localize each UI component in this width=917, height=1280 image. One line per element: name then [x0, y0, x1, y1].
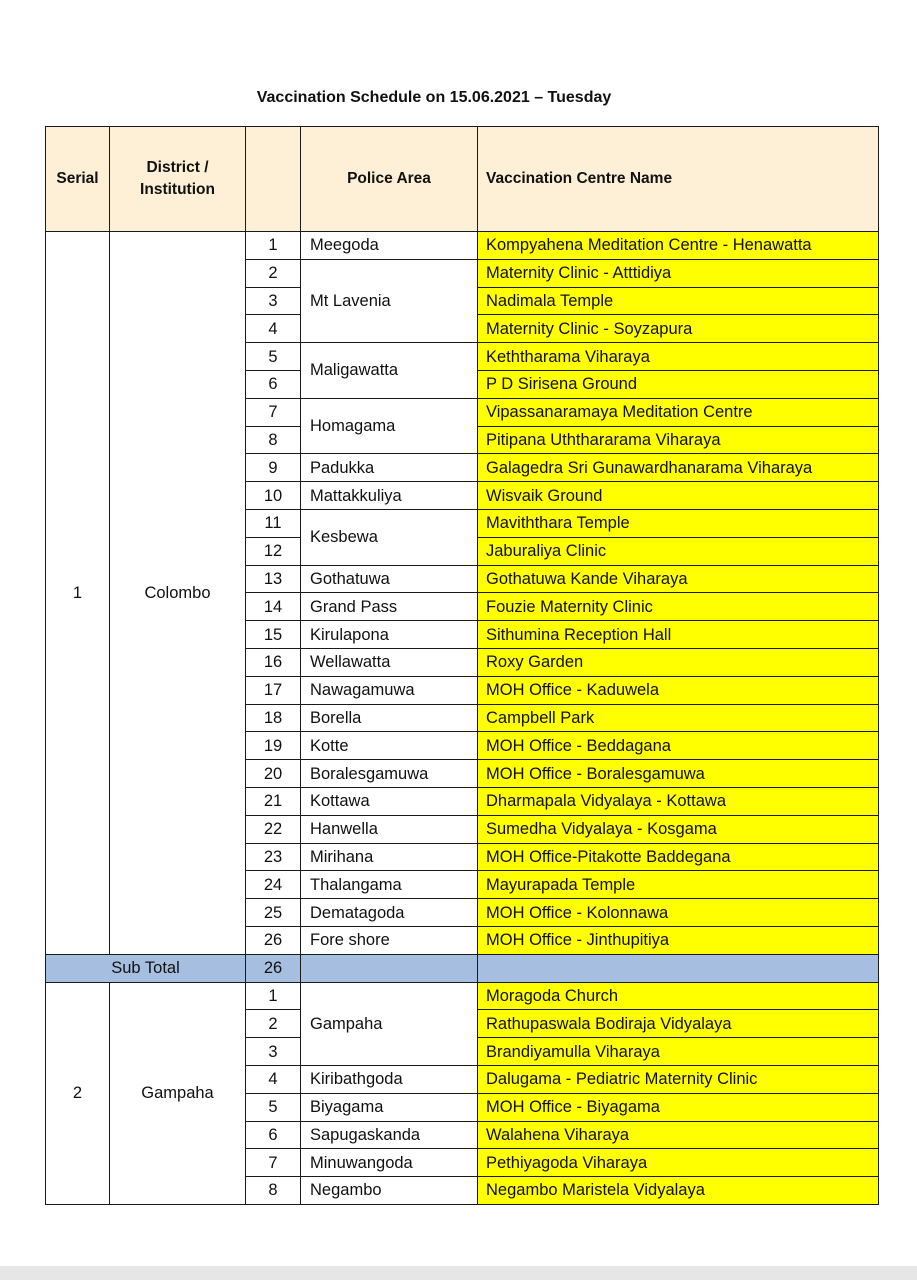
vaccination-centre-cell: Negambo Maristela Vidyalaya — [478, 1177, 879, 1205]
police-area-cell: Boralesgamuwa — [301, 760, 478, 788]
vaccination-centre-cell: Vipassanaramaya Meditation Centre — [478, 398, 879, 426]
row-number: 3 — [246, 287, 301, 315]
police-area-cell: Minuwangoda — [301, 1149, 478, 1177]
subtotal-row — [46, 954, 879, 982]
vaccination-centre-cell: Pethiyagoda Viharaya — [478, 1149, 879, 1177]
vaccination-centre-cell: MOH Office - Kaduwela — [478, 676, 879, 704]
header-district — [110, 127, 246, 232]
vaccination-centre-cell: MOH Office - Beddagana — [478, 732, 879, 760]
row-number: 11 — [246, 509, 301, 537]
row-number: 21 — [246, 787, 301, 815]
page-title: Vaccination Schedule on 15.06.2021 – Tuesday — [256, 89, 612, 106]
row-number: 9 — [246, 454, 301, 482]
vaccination-centre-cell: MOH Office - Biyagama — [478, 1093, 879, 1121]
vaccination-centre-cell: Sithumina Reception Hall — [478, 621, 879, 649]
police-area-cell: Meegoda — [301, 232, 478, 260]
vaccination-centre-cell: Nadimala Temple — [478, 287, 879, 315]
row-number: 2 — [246, 259, 301, 287]
police-area-cell: Grand Pass — [301, 593, 478, 621]
vaccination-centre-cell: Dalugama - Pediatric Maternity Clinic — [478, 1065, 879, 1093]
vaccination-centre-cell: Maviththara Temple — [478, 509, 879, 537]
police-area-cell: Nawagamuwa — [301, 676, 478, 704]
row-number: 15 — [246, 621, 301, 649]
row-number: 8 — [246, 1177, 301, 1205]
police-area-cell: Kottawa — [301, 787, 478, 815]
subtotal-empty-centre — [478, 954, 879, 982]
vaccination-centre-cell: Sumedha Vidyalaya - Kosgama — [478, 815, 879, 843]
vaccination-centre-cell: Rathupaswala Bodiraja Vidyalaya — [478, 1010, 879, 1038]
vaccination-centre-cell: Jaburaliya Clinic — [478, 537, 879, 565]
vaccination-centre-cell: Wisvaik Ground — [478, 482, 879, 510]
vaccination-centre-cell: Gothatuwa Kande Viharaya — [478, 565, 879, 593]
row-number: 5 — [246, 1093, 301, 1121]
row-number: 7 — [246, 1149, 301, 1177]
police-area-cell: Dematagoda — [301, 899, 478, 927]
subtotal-label: Sub Total — [46, 954, 246, 982]
vaccination-centre-cell: Pitipana Uththararama Viharaya — [478, 426, 879, 454]
row-number: 3 — [246, 1038, 301, 1066]
vaccination-centre-cell: Moragoda Church — [478, 982, 879, 1010]
header-police-area: Police Area — [301, 127, 478, 232]
row-number: 24 — [246, 871, 301, 899]
row-number: 10 — [246, 482, 301, 510]
subtotal-value: 26 — [246, 954, 301, 982]
schedule-table — [45, 126, 879, 1205]
police-area-cell: Borella — [301, 704, 478, 732]
vaccination-centre-cell: Dharmapala Vidyalaya - Kottawa — [478, 787, 879, 815]
row-number: 5 — [246, 343, 301, 371]
header-serial: Serial — [46, 127, 110, 232]
header-number — [246, 127, 301, 232]
row-number: 20 — [246, 760, 301, 788]
header-row — [46, 127, 879, 232]
row-number: 17 — [246, 676, 301, 704]
police-area-cell: Biyagama — [301, 1093, 478, 1121]
district-cell: Gampaha — [110, 982, 246, 1204]
police-area-cell: Thalangama — [301, 871, 478, 899]
police-area-cell: Kiribathgoda — [301, 1065, 478, 1093]
header-centre: Vaccination Centre Name — [478, 127, 879, 232]
vaccination-centre-cell: P D Sirisena Ground — [478, 370, 879, 398]
vaccination-centre-cell: Galagedra Sri Gunawardhanarama Viharaya — [478, 454, 879, 482]
vaccination-centre-cell: MOH Office - Kolonnawa — [478, 899, 879, 927]
vaccination-centre-cell: Keththarama Viharaya — [478, 343, 879, 371]
row-number: 1 — [246, 232, 301, 260]
row-number: 12 — [246, 537, 301, 565]
police-area-cell: Mattakkuliya — [301, 482, 478, 510]
serial-cell: 2 — [46, 982, 110, 1204]
row-number: 6 — [246, 1121, 301, 1149]
subtotal-empty-area — [301, 954, 478, 982]
police-area-cell: Mt Lavenia — [301, 259, 478, 342]
vaccination-centre-cell: Walahena Viharaya — [478, 1121, 879, 1149]
vaccination-centre-cell: Campbell Park — [478, 704, 879, 732]
police-area-cell: Kirulapona — [301, 621, 478, 649]
row-number: 2 — [246, 1010, 301, 1038]
header-district-text: District / Institution — [140, 159, 215, 198]
row-number: 7 — [246, 398, 301, 426]
serial-cell: 1 — [46, 232, 110, 955]
vaccination-centre-cell: Maternity Clinic - Atttidiya — [478, 259, 879, 287]
police-area-cell: Gothatuwa — [301, 565, 478, 593]
bottom-strip — [0, 1266, 917, 1280]
row-number: 13 — [246, 565, 301, 593]
row-number: 14 — [246, 593, 301, 621]
police-area-cell: Kesbewa — [301, 509, 478, 565]
table-row — [46, 232, 879, 260]
row-number: 25 — [246, 899, 301, 927]
police-area-cell: Wellawatta — [301, 648, 478, 676]
vaccination-centre-cell: MOH Office - Jinthupitiya — [478, 926, 879, 954]
police-area-cell: Homagama — [301, 398, 478, 454]
police-area-cell: Gampaha — [301, 982, 478, 1065]
row-number: 4 — [246, 315, 301, 343]
vaccination-centre-cell: Brandiyamulla Viharaya — [478, 1038, 879, 1066]
police-area-cell: Negambo — [301, 1177, 478, 1205]
police-area-cell: Sapugaskanda — [301, 1121, 478, 1149]
police-area-cell: Fore shore — [301, 926, 478, 954]
vaccination-centre-cell: Maternity Clinic - Soyzapura — [478, 315, 879, 343]
row-number: 6 — [246, 370, 301, 398]
vaccination-centre-cell: Roxy Garden — [478, 648, 879, 676]
vaccination-centre-cell: MOH Office - Boralesgamuwa — [478, 760, 879, 788]
row-number: 18 — [246, 704, 301, 732]
police-area-cell: Mirihana — [301, 843, 478, 871]
row-number: 22 — [246, 815, 301, 843]
row-number: 1 — [246, 982, 301, 1010]
vaccination-centre-cell: Kompyahena Meditation Centre - Henawatta — [478, 232, 879, 260]
row-number: 23 — [246, 843, 301, 871]
vaccination-centre-cell: Fouzie Maternity Clinic — [478, 593, 879, 621]
police-area-cell: Hanwella — [301, 815, 478, 843]
row-number: 8 — [246, 426, 301, 454]
row-number: 26 — [246, 926, 301, 954]
table-row — [46, 982, 879, 1010]
row-number: 16 — [246, 648, 301, 676]
police-area-cell: Padukka — [301, 454, 478, 482]
vaccination-centre-cell: Mayurapada Temple — [478, 871, 879, 899]
row-number: 4 — [246, 1065, 301, 1093]
district-cell: Colombo — [110, 232, 246, 955]
row-number: 19 — [246, 732, 301, 760]
police-area-cell: Maligawatta — [301, 343, 478, 399]
vaccination-centre-cell: MOH Office-Pitakotte Baddegana — [478, 843, 879, 871]
police-area-cell: Kotte — [301, 732, 478, 760]
schedule-body — [46, 232, 879, 1205]
